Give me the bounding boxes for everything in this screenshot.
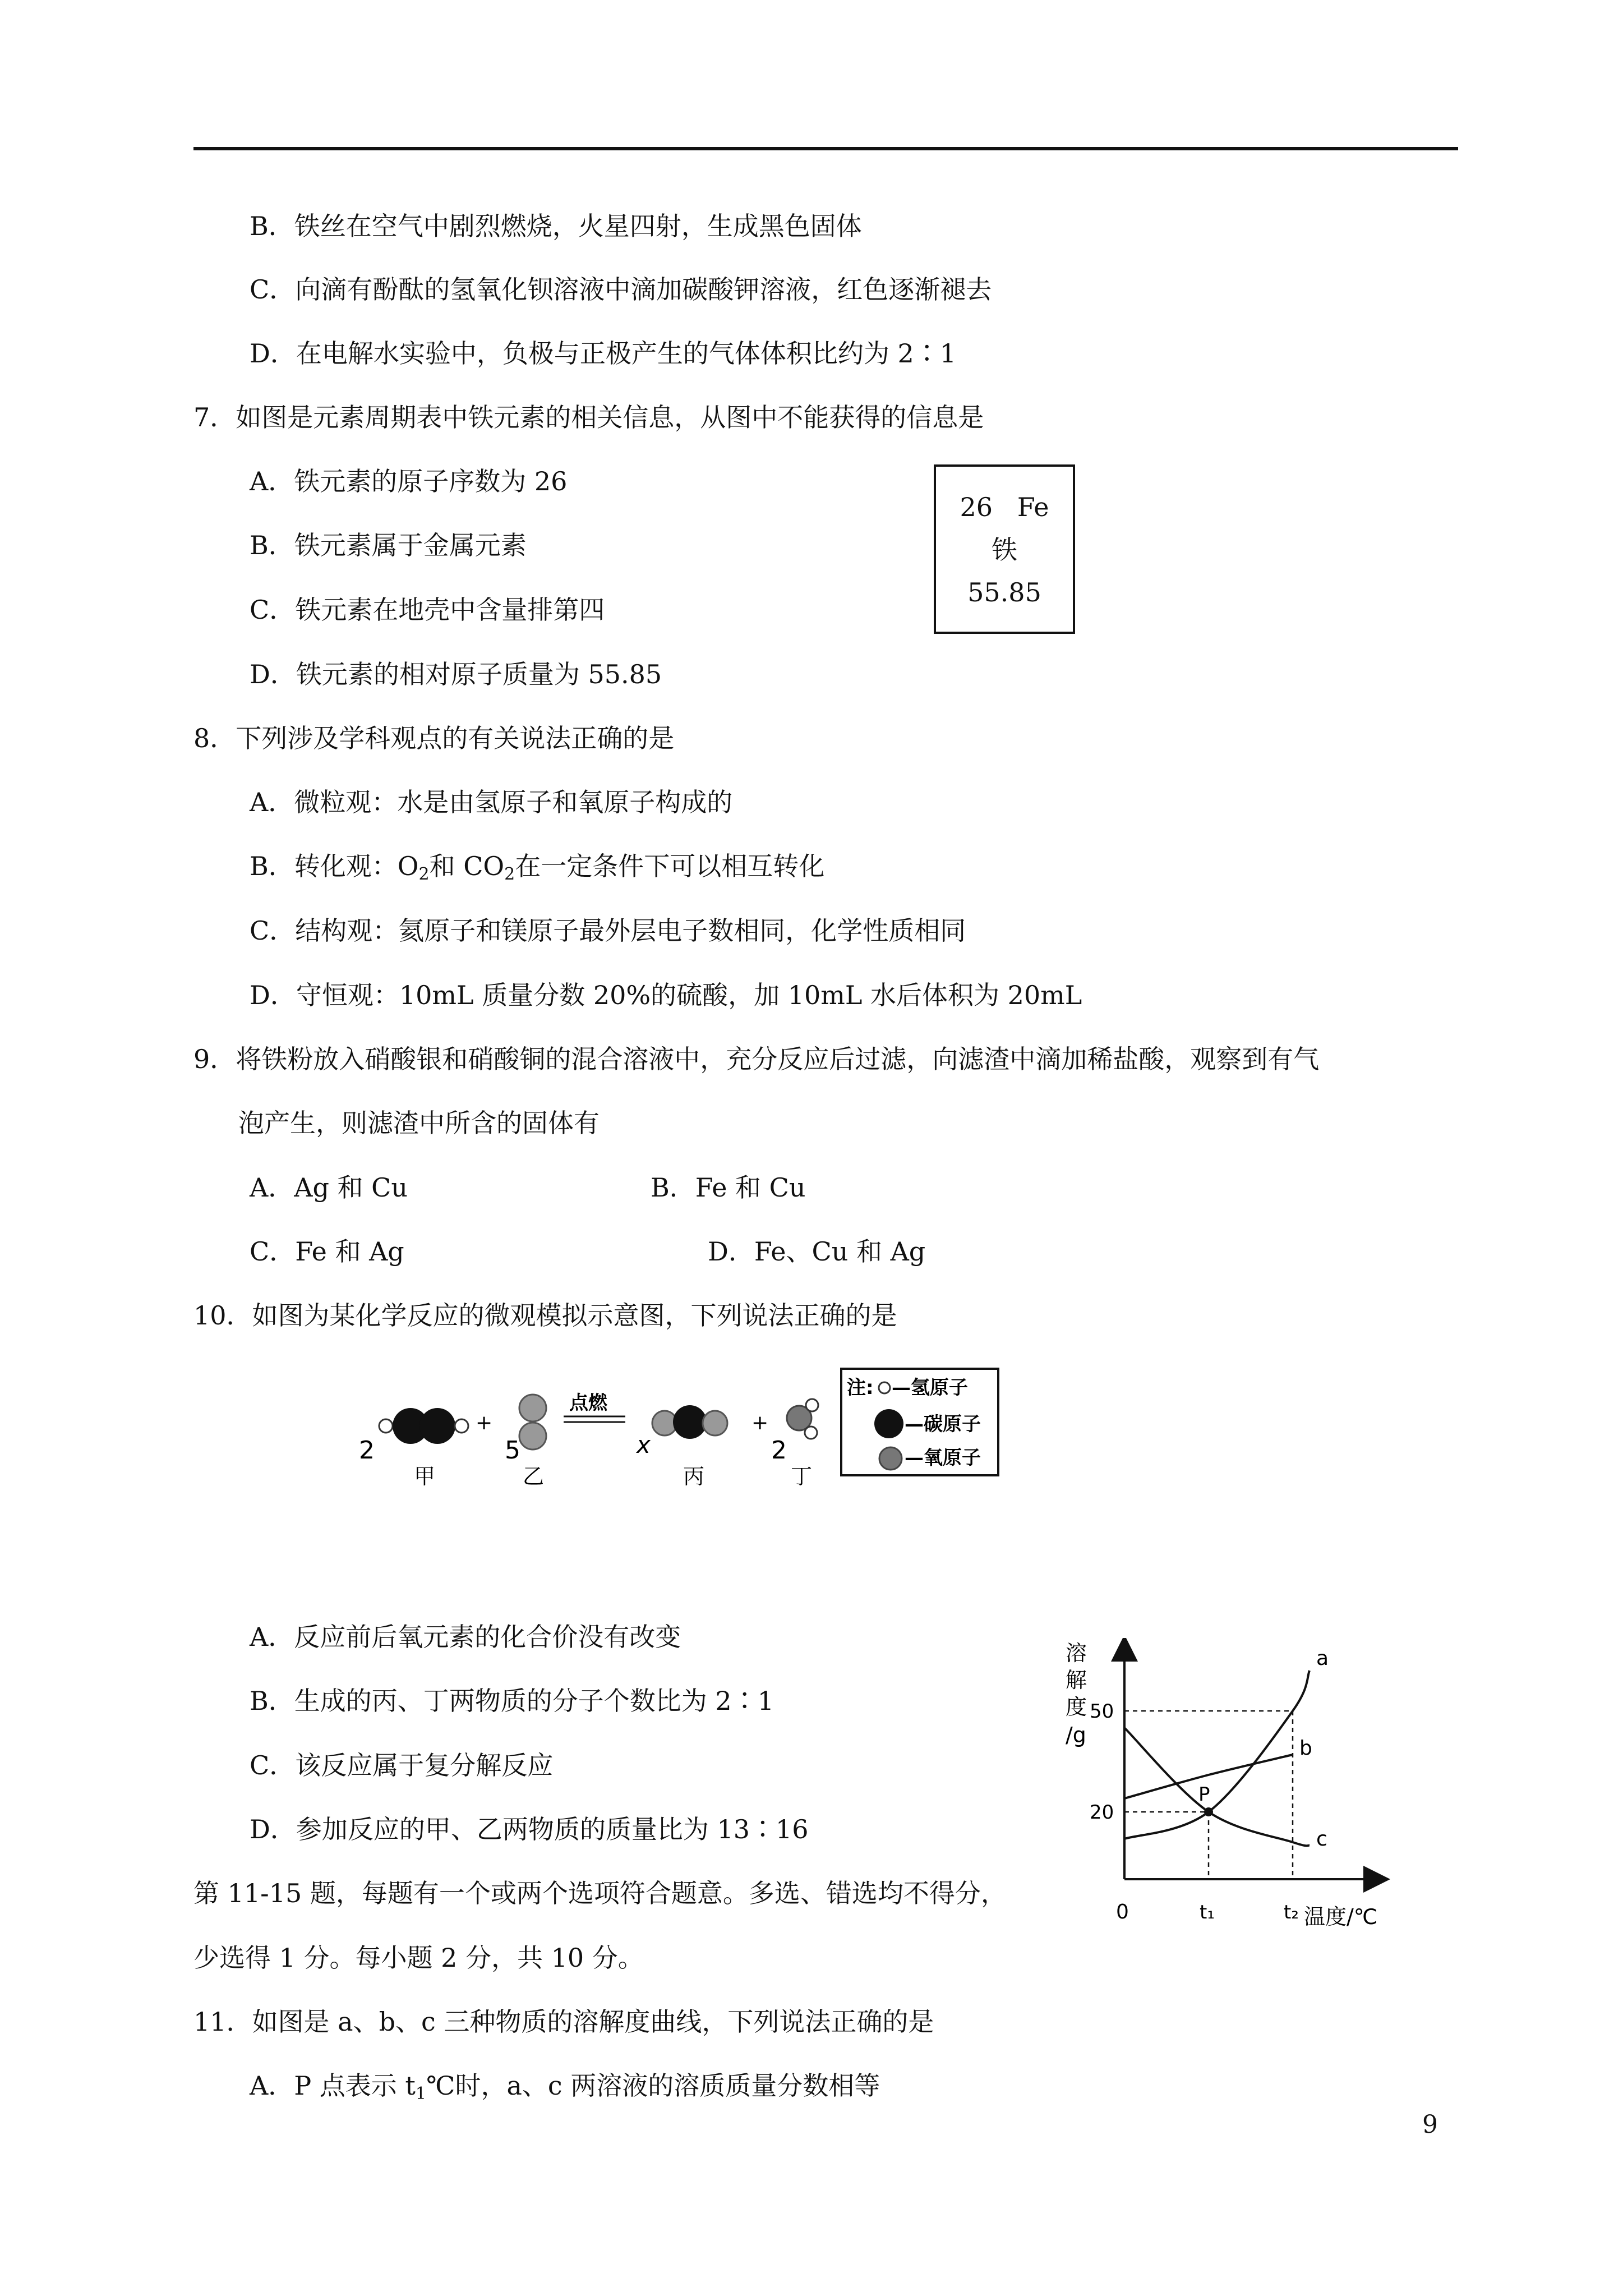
q10-option-c: C．该反应属于复分解反应 (250, 1750, 554, 1780)
label-bing: 丙 (683, 1464, 705, 1489)
y-axis-label-line1: 溶 (1066, 1641, 1087, 1665)
molecule-yi (519, 1395, 546, 1450)
element-mass: 55.85 (967, 577, 1041, 608)
section-instruction-line1: 第 11-15 题，每题有一个或两个选项符合题意。多选、错选均不得分， (193, 1878, 1007, 1908)
point-p (1204, 1807, 1213, 1816)
q11-option-a-part1: A．P 点表示 t (250, 2070, 416, 2101)
x-tick-0: 0 (1116, 1901, 1129, 1924)
coef-ding: 2 (771, 1436, 787, 1465)
q11-option-a (250, 2069, 880, 2102)
q9-stem-line2: 泡产生，则滤渣中所含的固体有 (238, 1108, 600, 1138)
q9-option-a: A．Ag 和 Cu (250, 1172, 408, 1203)
reaction-condition: 点燃 (569, 1392, 607, 1414)
q7-option-a: A．铁元素的原子序数为 26 (250, 466, 568, 496)
q8-option-b-part1: B．转化观：O (250, 851, 419, 881)
q10-option-d: D．参加反应的甲、乙两物质的质量比为 13∶16 (250, 1814, 809, 1844)
q11-option-a-sub: 1 (415, 2084, 426, 2104)
page-number: 9 (1422, 2110, 1438, 2139)
q6-option-c: C．向滴有酚酞的氢氧化钡溶液中滴加碳酸钾溶液，红色逐渐褪去 (250, 274, 992, 305)
legend-title: 注: (847, 1377, 874, 1399)
legend-oxygen: —氧原子 (905, 1447, 981, 1469)
element-card-iron (934, 464, 1075, 634)
q7-option-b: B．铁元素属于金属元素 (250, 530, 527, 560)
x-axis-label: 温度/℃ (1304, 1904, 1378, 1929)
curve-label-a: a (1316, 1647, 1329, 1670)
q8-option-b-part3: 在一定条件下可以相互转化 (515, 851, 825, 881)
label-jia: 甲 (414, 1464, 436, 1489)
coef-bing: x (637, 1431, 651, 1458)
q10-stem: 10．如图为某化学反应的微观模拟示意图，下列说法正确的是 (193, 1300, 897, 1331)
solubility-chart (1054, 1638, 1402, 1952)
q8-option-b (250, 849, 824, 883)
q10-option-b: B．生成的丙、丁两物质的分子个数比为 2∶1 (250, 1686, 774, 1716)
q8-option-a: A．微粒观：水是由氢原子和氧原子构成的 (250, 787, 733, 817)
plus-1: + (476, 1411, 493, 1434)
element-number: 26 (960, 492, 993, 522)
label-ding: 丁 (791, 1464, 813, 1489)
y-axis-label-line4: /g (1066, 1723, 1086, 1747)
q9-stem-line1: 9．将铁粉放入硝酸银和硝酸铜的混合溶液中，充分反应后过滤，向滤渣中滴加稀盐酸，观察到有气 (193, 1044, 1320, 1074)
q6-option-d: D．在电解水实验中，负极与正极产生的气体体积比约为 2∶1 (250, 338, 957, 369)
molecule-bing (652, 1405, 727, 1439)
y-tick-20: 20 (1090, 1801, 1114, 1824)
label-yi: 乙 (523, 1464, 545, 1489)
q8-stem: 8．下列涉及学科观点的有关说法正确的是 (193, 723, 675, 753)
element-number-symbol (936, 490, 1073, 524)
q8-option-d: D．守恒观：10mL 质量分数 20%的硫酸，加 10mL 水后体积为 20mL (250, 980, 1082, 1010)
coef-jia: 2 (359, 1436, 375, 1465)
molecule-jia (379, 1408, 468, 1444)
plus-2: + (751, 1411, 769, 1434)
q8-option-b-part2: 和 CO (429, 851, 505, 881)
q8-option-b-sub1: 2 (418, 864, 430, 884)
q9-option-b: B．Fe 和 Cu (651, 1172, 806, 1203)
y-axis-label-line2: 解 (1066, 1668, 1087, 1692)
curve-label-c: c (1316, 1828, 1327, 1851)
q7-option-c: C．铁元素在地壳中含量排第四 (250, 595, 605, 625)
q7-stem: 7．如图是元素周期表中铁元素的相关信息，从图中不能获得的信息是 (193, 402, 984, 432)
point-p-label: P (1198, 1783, 1210, 1806)
q6-option-b: B．铁丝在空气中剧烈燃烧，火星四射，生成黑色固体 (250, 211, 862, 241)
y-tick-50: 50 (1090, 1700, 1114, 1723)
section-instruction-line2: 少选得 1 分。每小题 2 分，共 10 分。 (193, 1943, 644, 1973)
x-tick-t1: t₁ (1200, 1901, 1215, 1924)
molecule-ding (787, 1399, 818, 1439)
q9-option-d: D．Fe、Cu 和 Ag (708, 1236, 926, 1267)
element-name: 铁 (992, 535, 1017, 565)
coef-yi: 5 (505, 1436, 520, 1465)
legend-carbon: —碳原子 (905, 1413, 981, 1435)
legend-hydrogen: —氢原子 (892, 1377, 968, 1399)
q8-option-c: C．结构观：氦原子和镁原子最外层电子数相同，化学性质相同 (250, 915, 966, 946)
header-rule (193, 147, 1458, 150)
q8-option-b-sub2: 2 (504, 864, 515, 884)
atom-legend (841, 1369, 998, 1475)
curve-c (1124, 1728, 1310, 1846)
x-tick-t2: t₂ (1284, 1901, 1299, 1924)
curve-label-b: b (1299, 1737, 1312, 1760)
q10-option-a: A．反应前后氧元素的化合价没有改变 (250, 1622, 681, 1652)
q7-option-d: D．铁元素的相对原子质量为 55.85 (250, 659, 662, 689)
q11-stem: 11．如图是 a、b、c 三种物质的溶解度曲线，下列说法正确的是 (193, 2007, 934, 2037)
element-symbol: Fe (1017, 492, 1049, 522)
reaction-diagram (348, 1358, 1009, 1498)
q11-option-a-part2: ℃时，a、c 两溶液的溶质质量分数相等 (426, 2070, 880, 2101)
y-axis-label-line3: 度 (1066, 1695, 1087, 1719)
q9-option-c: C．Fe 和 Ag (250, 1236, 404, 1267)
curve-a (1124, 1671, 1310, 1839)
